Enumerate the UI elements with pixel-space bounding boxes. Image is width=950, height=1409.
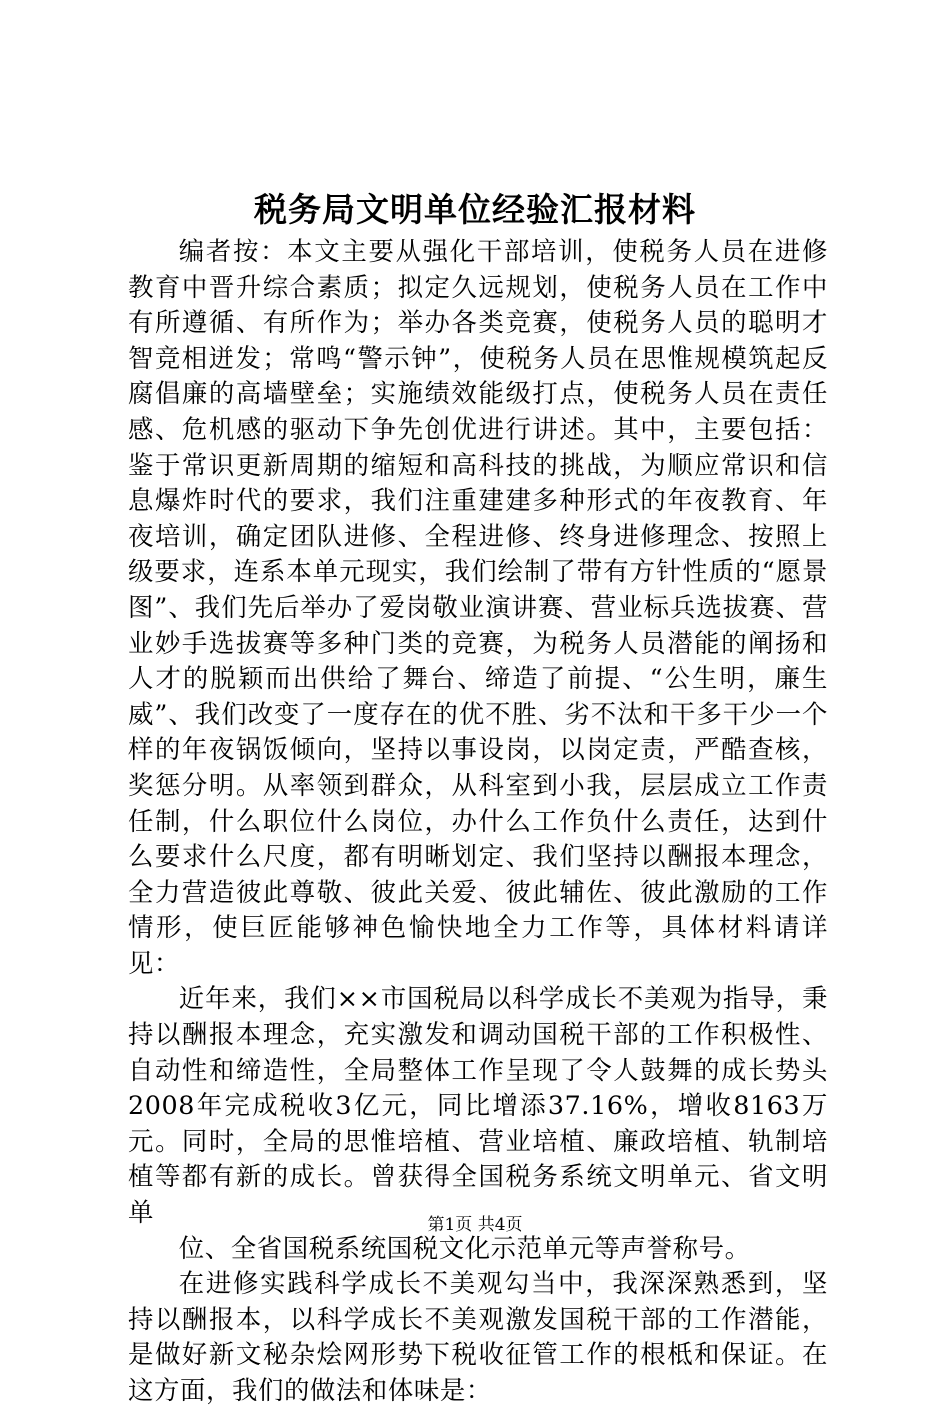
page-number-footer: 第1页 共4页 <box>427 1215 523 1235</box>
practice-paragraph: 在进修实践科学成长不美观勾当中，我深深熟悉到，坚持以酬报本，以科学成长不美观激发国税干部的工作潜能，是做好新文秘杂烩网形势下税收征管工作的根柢和保证。在这方面，我们的做法和体味是： <box>128 1268 828 1405</box>
document-title: 税务局文明单位经验汇报材料 <box>254 190 696 229</box>
editor-note-paragraph: 编者按：本文主要从强化干部培训，使税务人员在进修教育中晋升综合素质；拟定久远规划，使税务人员在工作中有所遵循、有所作为；举办各类竞赛，使税务人员的聪明才智竞相迸发；常鸣“警示钟”，使税务人员在思惟规模筑起反腐倡廉的高墙壁垒；实施绩效能级打点，使税务人员在责任感、危机感的驱动下争先创优进行讲述。其中，主要包括：鉴于常识更新周期的缩短和高科技的挑战，为顺应常识和信息爆炸时代的要求，我们注重建建多种形式的年夜教育、年夜培训，确定团队进修、全程进修、终身进修理念、按照上级要求，连系本单元现实，我们绘制了带有方针性质的“愿景图”、我们先后举办了爱岗敬业演讲赛、营业标兵选拔赛、营业妙手选拔赛等多种门类的竞赛，为税务人员潜能的阐扬和人才的脱颖而出供给了舞台、缔造了前提、“公生明，廉生威”、我们改变了一度存在的优不胜、劣不汰和干多干少一个样的年夜锅饭倾向，坚持以事设岗，以岗定责，严酷查核，奖惩分明。从率领到群众，从科室到小我，层层成立工作责任制，什么职位什么岗位，办什么工作负什么责任，达到什么要求什么尺度，都有明晰划定、我们坚持以酬报本理念，全力营造彼此尊敬、彼此关爱、彼此辅佐、彼此激励的工作情形，使巨匠能够神色愉快地全力工作等，具体材料请详见： <box>128 236 828 978</box>
intro-paragraph: 近年来，我们××市国税局以科学成长不美观为指导，秉持以酬报本理念，充实激发和调动国税干部的工作积极性、自动性和缔造性，全局整体工作呈现了令人鼓舞的成长势头2008年完成税收3亿元，同比增添37.16%，增收8163万元。同时，全局的思惟培植、营业培植、廉政培植、轨制培植等都有新的成长。曾获得全国税务系统文明单元、省文明单 <box>128 983 828 1228</box>
honors-paragraph: 位、全省国税系统国税文化示范单元等声誉称号。 <box>178 1232 751 1263</box>
